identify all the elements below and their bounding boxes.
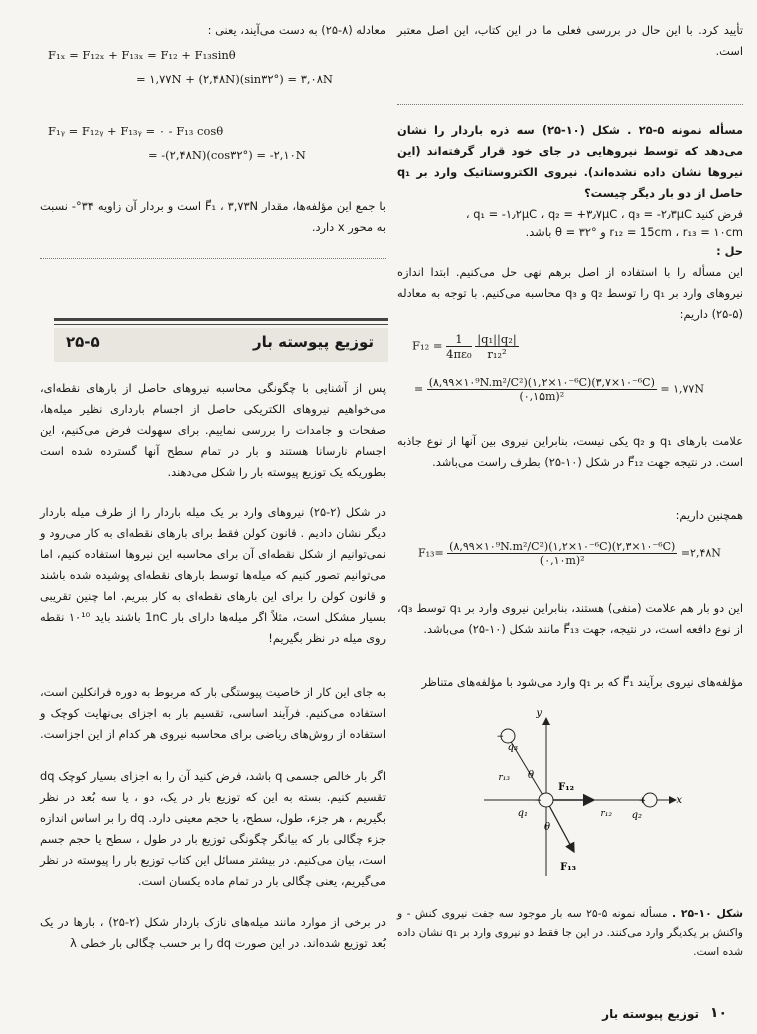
top-paragraph: تأیید کرد. با این حال در بررسی فعلی ما در این کتاب، این اصل معتبر است. [397, 23, 743, 58]
caption-text: مسأله نمونه ۵-۲۵ سه بار موجود سه جفت نیروی کنش - و واکنش بر یکدیگر وارد می‌کنند. در این جا فقط دو نیروی وارد بر q₁ نشان داده شده است. [397, 906, 743, 958]
equation-f13-numeric [418, 540, 721, 567]
page-number: ۱۰ [709, 1005, 727, 1021]
eq-f12-lhs: F₁₂ = [412, 338, 443, 353]
coulomb-constant-fraction: $\frac{1}{\text{4πε₀}}$ [446, 332, 472, 361]
svg-text:+: + [638, 796, 646, 806]
charge-over-distance-fraction: $\frac{\text{|q₁||q₂|}}{\text{r₁₂²}}$ [477, 332, 517, 361]
divider [397, 104, 743, 105]
figure-three-charges [470, 706, 710, 886]
equation-f1y-line2: = -(۲,۴۸N)(cos۳۲°) = -۲,۱۰N [148, 148, 306, 162]
f12-result: = ۱,۷۷N [660, 382, 704, 396]
figure-caption [397, 904, 743, 961]
example-givens: فرض کنید q₁ = -۱٫۲μC ، q₂ = +۳٫۷μC ، q₃ = -۲٫۳μC ، [465, 207, 743, 221]
paragraph-4: اگر بار خالص جسمی q باشد، فرض کنید آن را به اجزای بسیار کوچک dq تقسیم کنیم. بسته به این که توزیع بار در یک، دو ، یا سه بُعد در نظر بگیریم ، هر جزء، طول، سطح، یا حجم معینی دارد. dq را بر اساس اندازه جزء چگالی بار که بیانگر چگونگی توزیع بار در طول ، سطح یا حجم جسم است، بیان می‌کنیم. در بیشتر مسائل این کتاب توزیع بار را پیوسته در نظر می‌گیریم، یعنی چگالی بار در تمام ماده یکسان است. [40, 769, 387, 888]
label-q1: q₁ [517, 808, 528, 819]
f13-numeric-fraction: $\frac{\text{(۸,۹۹×۱۰⁹N.m²/C²)(۱,۲×۱۰⁻⁶C)(۲,۳×۱۰⁻⁶C)}}{\text{(۰,۱۰m)²}}$ [449, 540, 676, 567]
caption-label: شکل ۱۰-۲۵ . [672, 906, 743, 920]
divider-left [40, 258, 386, 259]
section-number: ۲۵-۵ [66, 333, 100, 351]
solution-label: حل : [716, 244, 743, 258]
also-label: همچنین داریم: [675, 508, 743, 522]
paragraph-1: پس از آشنایی با چگونگی محاسبه نیروهای حاصل از بارهای نقطه‌ای، می‌خواهیم نیروهای الکتریکی حاصل از اجسام بارداری نظیر میله‌ها، صفحات و جامدات را بررسی نماییم. برای سهولت فرض می‌کنیم، این اجسام نارسانا هستند و بار در تمام سطح آنها گسترده شده است بطوریکه یک توزیع پیوسته بار را شکل می‌دهند. [40, 381, 386, 479]
result-paragraph: با جمع این مؤلفه‌ها، مقدار F⃗₁ ، ۳,۷۳N است و بردار آن زاویه ۳۴°- نسبت به محور x دارد. [40, 199, 386, 234]
y-axis-label: y [536, 708, 542, 719]
label-f12: F₁₂ [558, 782, 574, 793]
equation-f1x-line2: = ۱,۷۷N + (۲,۴۸N)(sin۳۲°) = ۳,۰۸N [136, 72, 333, 86]
label-theta-bottom: θ [543, 822, 550, 833]
equation-f12-numeric: = $\frac{\text{(۸,۹۹×۱۰⁹N.m²/C²)(۱,۲×۱۰⁻⁶C)(۳,۷×۱۰⁻⁶C)}}{\text{(۰,۱۵m)²}}$ = ۱,۷۷N [414, 376, 704, 403]
paragraph-5: در برخی از موارد مانند میله‌های نازک باردار شکل (۲-۲۵) ، بارها در یک بُعد توزیع شده‌اند. در این صورت dq را بر حسب چگالی بار خطی λ [40, 915, 386, 950]
section-title: توزیع پیوسته بار [252, 333, 374, 351]
equation-f12-symbolic [412, 332, 519, 361]
f12-numeric-fraction: $\frac{\text{(۸,۹۹×۱۰⁹N.m²/C²)(۱,۲×۱۰⁻⁶C)(۳,۷×۱۰⁻⁶C)}}{\text{(۰,۱۵m)²}}$ [428, 376, 655, 403]
example-givens-2: r₁₂ = 15cm ، r₁₃ = ۱۰cm و θ = ۳۲° باشد. [525, 225, 743, 239]
running-title: توزیع پیوسته بار [602, 1007, 699, 1021]
repulsion-paragraph: این دو بار هم علامت (منفی) هستند، بنابراین نیروی وارد بر q₁ توسط q₃، از نوع دافعه است، در نتیجه، جهت F⃗₁₃ مانند شکل (۱۰-۲۵) می‌باشد. [397, 601, 744, 636]
f13-arrow [543, 800, 574, 852]
label-theta-top: θ [527, 770, 534, 781]
x-axis-label: x [676, 795, 682, 806]
components-paragraph: مؤلفه‌های نیروی برآیند F⃗₁ که بر q₁ وارد می‌شود با مؤلفه‌های متناظر [421, 675, 743, 689]
f13-result: =۲,۴۸N [680, 546, 721, 560]
eq8-intro: معادله (۸-۲۵) به دست می‌آیند، یعنی : [207, 23, 386, 37]
svg-text:−: − [534, 796, 542, 806]
section-header [54, 318, 388, 368]
svg-text:−: − [496, 732, 504, 742]
label-r13: r₁₃ [498, 773, 510, 783]
eq-f13-lhs: F₁₃= [418, 546, 444, 560]
label-q2: q₂ [631, 810, 642, 821]
label-f13: F₁₃ [560, 862, 576, 873]
label-q3: q₃ [507, 742, 518, 753]
paragraph-2: در شکل (۲-۲۵) نیروهای وارد بر یک میله باردار را از طرف میله باردار دیگر نشان دادیم . قانون کولن فقط برای بارهای نقطه‌ای به کار می‌رود و نمی‌توانیم از شکل نقطه‌ای آن برای محاسبه این نیروها استفاده کنیم، اما می‌توانیم تصور کنیم که میله‌ها توسط بارهای نقطه‌ای پوشیده شده باشند و قانون کولن را برای این بارهای نقطه‌ای به کار ببریم. اما چنین تقریبی بسیار مشکل است، مثلاً اگر میله‌ها دارای بار 1nC باشند باید ۱۰¹⁰ نقطه روی میله در نظر بگیریم! [40, 505, 386, 645]
equation-f1y-line1: F₁ᵧ = F₁₂ᵧ + F₁₃ᵧ = ۰ - F₁₃ cosθ [48, 124, 224, 138]
example-statement [397, 120, 743, 204]
sign-paragraph: علامت بارهای q₁ و q₂ یکی نیست، بنابراین نیروی بین آنها از نوع جاذبه است. در نتیجه جهت F⃗₁₂ در شکل (۱۰-۲۵) بطرف راست می‌باشد. [397, 434, 744, 469]
paragraph-3: به جای این کار از خاصیت پیوستگی بار که مربوط به دوره فرانکلین است، استفاده می‌کنیم. فرآیند اساسی، تقسیم بار به اجزای بی‌نهایت کوچک و استفاده از روش‌های ریاضی برای محاسبه نیروی هر کدام از این اجزاست. [40, 685, 386, 741]
label-r12: r₁₂ [600, 809, 612, 819]
equation-f1x-line1: F₁ₓ = F₁₂ₓ + F₁₃ₓ = F₁₂ + F₁₃sinθ [48, 48, 236, 62]
solution-text: این مسأله را با استفاده از اصل برهم نهی حل می‌کنیم. ابتدا اندازه نیروهای وارد بر q₁ را توسط q₂ و q₃ محاسبه می‌کنیم. با توجه به معادله (۵-۲۵) داریم: [397, 265, 744, 321]
example-title: مسأله نمونه ۵-۲۵ . شکل (۱۰-۲۵) سه ذره باردار را نشان می‌دهد که توسط نیروهایی در جای خود قرار گرفته‌اند (این نیروها نشان داده نشده‌اند). نیروی الکتروستاتیک وارد بر q₁ حاصل از دو بار دیگر چیست؟ [397, 123, 743, 200]
